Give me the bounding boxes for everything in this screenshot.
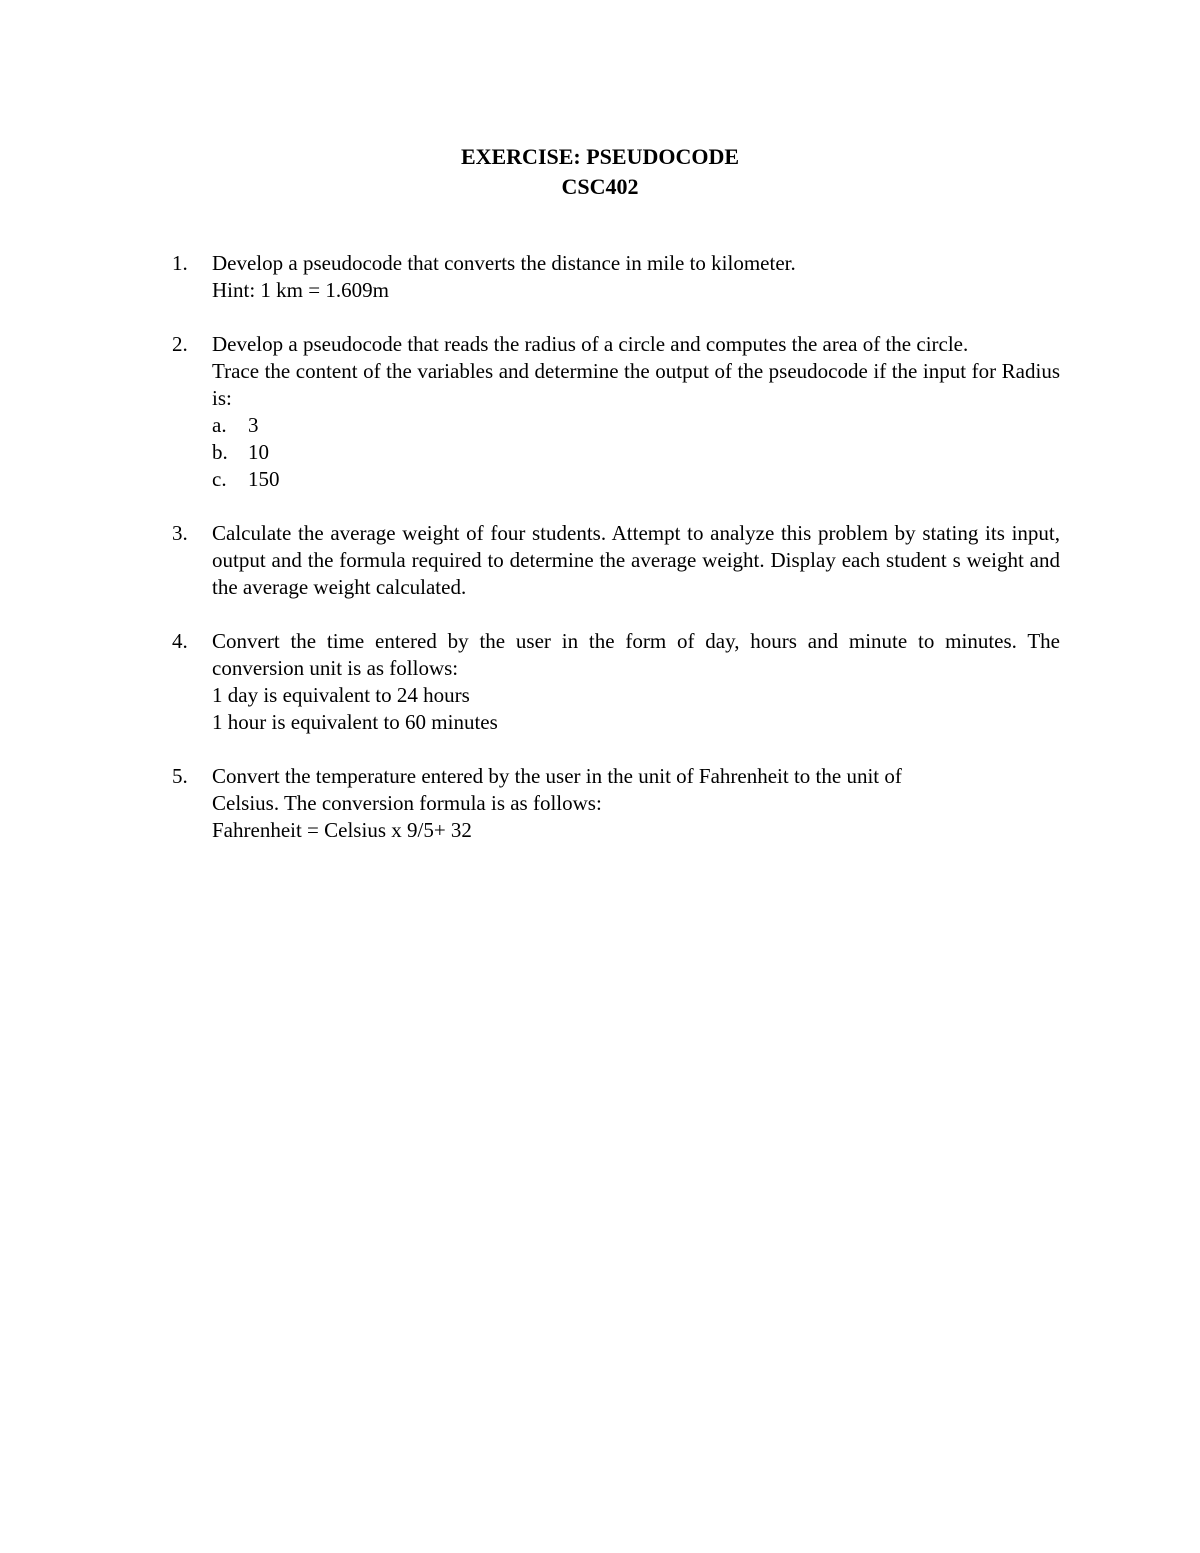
page-title: EXERCISE: PSEUDOCODE — [460, 144, 740, 169]
question-text: Develop a pseudocode that reads the radius of a circle and computes the area of the circle. — [212, 332, 969, 356]
question-number: 3. — [172, 521, 188, 545]
question-number: 5. — [172, 764, 188, 788]
question-text: Convert the temperature entered by the user in the unit of Fahrenheit to the unit of — [212, 764, 902, 788]
list-item-value: 10 — [248, 440, 269, 464]
question-1 — [172, 250, 1060, 304]
question-3 — [172, 520, 1060, 601]
question-hint: Hint: 1 km = 1.609m — [212, 278, 389, 302]
question-number: 4. — [172, 629, 188, 653]
question-2 — [172, 331, 1060, 493]
question-text: Celsius. The conversion formula is as follows: — [212, 791, 602, 815]
conversion-line: 1 hour is equivalent to 60 minutes — [212, 710, 498, 734]
radius-input-list — [212, 412, 1060, 493]
question-text: Calculate the average weight of four students. Attempt to analyze this problem by stating its input, output and the formula required to determine the average weight. Display each student s weight and the average weight calculated. — [212, 521, 1060, 599]
question-number: 1. — [172, 251, 188, 275]
question-number: 2. — [172, 332, 188, 356]
question-4 — [172, 628, 1060, 736]
list-item — [212, 412, 1060, 439]
conversion-formula: Fahrenheit = Celsius x 9/5+ 32 — [212, 818, 472, 842]
list-item-value: 3 — [248, 413, 259, 437]
conversion-line: 1 day is equivalent to 24 hours — [212, 683, 470, 707]
list-item-value: 150 — [248, 467, 280, 491]
title-block — [0, 142, 1200, 202]
list-item-letter: c. — [212, 467, 227, 491]
list-item-letter: a. — [212, 413, 227, 437]
course-code: CSC402 — [561, 174, 639, 199]
question-text: Convert the time entered by the user in the form of day, hours and minute to minutes. The conversion unit is as follows: — [212, 629, 1060, 680]
question-5 — [172, 763, 1060, 844]
question-list — [172, 250, 1060, 871]
list-item — [212, 466, 1060, 493]
question-instructions: Trace the content of the variables and determine the output of the pseudocode if the input for Radius is: — [212, 359, 1060, 410]
question-text: Develop a pseudocode that converts the distance in mile to kilometer. — [212, 251, 796, 275]
list-item-letter: b. — [212, 440, 228, 464]
list-item — [212, 439, 1060, 466]
